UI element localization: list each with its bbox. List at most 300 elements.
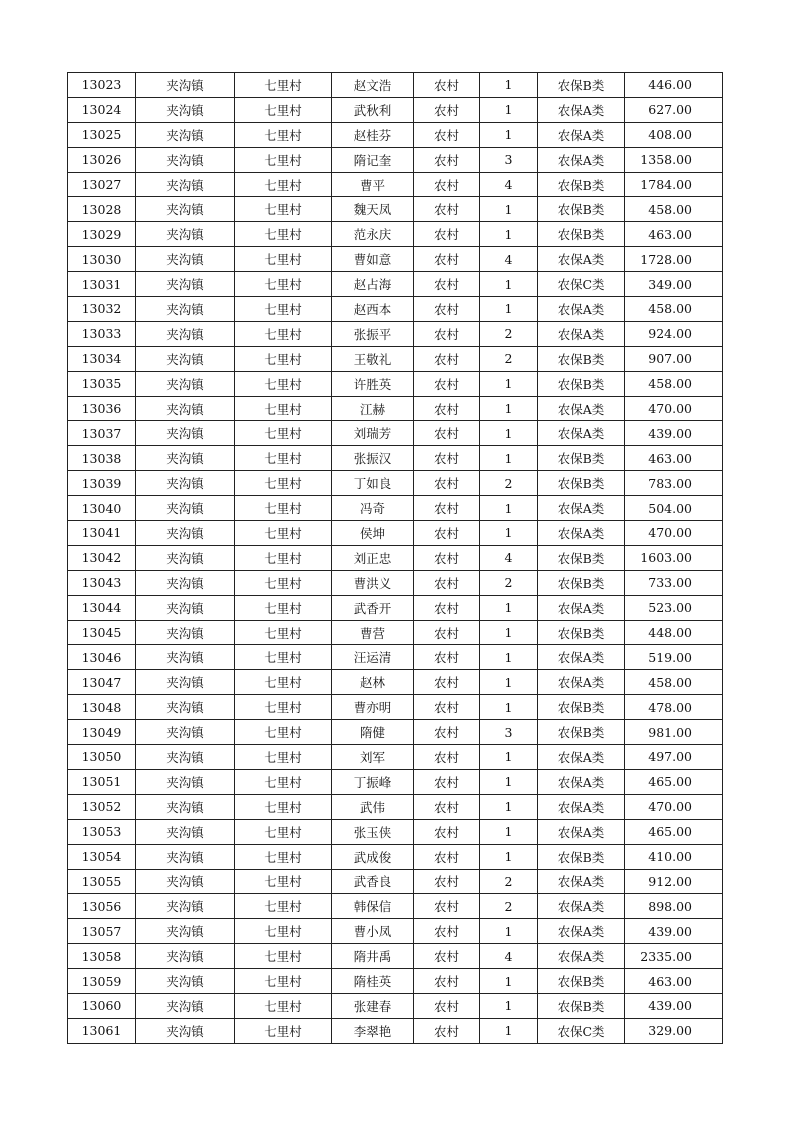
- record-id-cell: 13036: [68, 396, 136, 421]
- area-type-cell: 农村: [414, 670, 480, 695]
- household-size-cell: 1: [480, 521, 538, 546]
- town-cell: 夹沟镇: [136, 272, 235, 297]
- record-id-cell: 13034: [68, 346, 136, 371]
- village-cell: 七里村: [235, 720, 332, 745]
- area-type-cell: 农村: [414, 396, 480, 421]
- name-cell: 赵桂芬: [332, 122, 414, 147]
- insurance-category-cell: 农保B类: [538, 371, 625, 396]
- amount-cell: 627.00: [625, 97, 723, 122]
- village-cell: 七里村: [235, 521, 332, 546]
- insurance-category-cell: 农保A类: [538, 919, 625, 944]
- record-id-cell: 13043: [68, 570, 136, 595]
- amount-cell: 439.00: [625, 919, 723, 944]
- record-id-cell: 13042: [68, 545, 136, 570]
- village-cell: 七里村: [235, 670, 332, 695]
- insurance-category-cell: 农保B类: [538, 570, 625, 595]
- insurance-category-cell: 农保B类: [538, 471, 625, 496]
- table-row: [68, 421, 723, 446]
- area-type-cell: 农村: [414, 1018, 480, 1043]
- area-type-cell: 农村: [414, 471, 480, 496]
- village-cell: 七里村: [235, 172, 332, 197]
- amount-cell: 463.00: [625, 446, 723, 471]
- household-size-cell: 1: [480, 645, 538, 670]
- household-size-cell: 1: [480, 297, 538, 322]
- name-cell: 江赫: [332, 396, 414, 421]
- household-size-cell: 1: [480, 993, 538, 1018]
- name-cell: 隋健: [332, 720, 414, 745]
- name-cell: 张振汉: [332, 446, 414, 471]
- name-cell: 刘瑞芳: [332, 421, 414, 446]
- area-type-cell: 农村: [414, 247, 480, 272]
- household-size-cell: 1: [480, 197, 538, 222]
- record-id-cell: 13053: [68, 819, 136, 844]
- household-size-cell: 1: [480, 421, 538, 446]
- household-size-cell: 4: [480, 172, 538, 197]
- area-type-cell: 农村: [414, 97, 480, 122]
- amount-cell: 465.00: [625, 819, 723, 844]
- village-cell: 七里村: [235, 197, 332, 222]
- village-cell: 七里村: [235, 794, 332, 819]
- town-cell: 夹沟镇: [136, 844, 235, 869]
- table-row: [68, 396, 723, 421]
- area-type-cell: 农村: [414, 894, 480, 919]
- area-type-cell: 农村: [414, 993, 480, 1018]
- household-size-cell: 1: [480, 496, 538, 521]
- insurance-category-cell: 农保A类: [538, 769, 625, 794]
- area-type-cell: 农村: [414, 521, 480, 546]
- town-cell: 夹沟镇: [136, 97, 235, 122]
- area-type-cell: 农村: [414, 122, 480, 147]
- table-row: [68, 944, 723, 969]
- record-id-cell: 13023: [68, 73, 136, 98]
- table-row: [68, 272, 723, 297]
- village-cell: 七里村: [235, 844, 332, 869]
- area-type-cell: 农村: [414, 819, 480, 844]
- table-row: [68, 1018, 723, 1043]
- table-row: [68, 147, 723, 172]
- insurance-category-cell: 农保A类: [538, 869, 625, 894]
- table-row: [68, 844, 723, 869]
- insurance-category-cell: 农保A类: [538, 521, 625, 546]
- household-size-cell: 3: [480, 720, 538, 745]
- table-row: [68, 122, 723, 147]
- village-cell: 七里村: [235, 446, 332, 471]
- village-cell: 七里村: [235, 97, 332, 122]
- area-type-cell: 农村: [414, 570, 480, 595]
- record-id-cell: 13058: [68, 944, 136, 969]
- village-cell: 七里村: [235, 769, 332, 794]
- amount-cell: 733.00: [625, 570, 723, 595]
- village-cell: 七里村: [235, 222, 332, 247]
- household-size-cell: 3: [480, 147, 538, 172]
- town-cell: 夹沟镇: [136, 595, 235, 620]
- amount-cell: 1358.00: [625, 147, 723, 172]
- insurance-category-cell: 农保B类: [538, 222, 625, 247]
- amount-cell: 458.00: [625, 297, 723, 322]
- table-row: [68, 745, 723, 770]
- name-cell: 武成俊: [332, 844, 414, 869]
- insurance-category-cell: 农保B类: [538, 620, 625, 645]
- insurance-category-cell: 农保A类: [538, 595, 625, 620]
- village-cell: 七里村: [235, 545, 332, 570]
- name-cell: 张建春: [332, 993, 414, 1018]
- household-size-cell: 1: [480, 745, 538, 770]
- household-size-cell: 1: [480, 919, 538, 944]
- household-size-cell: 4: [480, 545, 538, 570]
- record-id-cell: 13046: [68, 645, 136, 670]
- record-id-cell: 13037: [68, 421, 136, 446]
- town-cell: 夹沟镇: [136, 396, 235, 421]
- area-type-cell: 农村: [414, 496, 480, 521]
- insurance-category-cell: 农保B类: [538, 993, 625, 1018]
- name-cell: 刘军: [332, 745, 414, 770]
- relief-roster-table: [67, 72, 723, 1044]
- name-cell: 丁如良: [332, 471, 414, 496]
- table-row: [68, 471, 723, 496]
- town-cell: 夹沟镇: [136, 521, 235, 546]
- table-row: [68, 97, 723, 122]
- table-row: [68, 993, 723, 1018]
- amount-cell: 924.00: [625, 321, 723, 346]
- record-id-cell: 13035: [68, 371, 136, 396]
- table-row: [68, 346, 723, 371]
- table-row: [68, 521, 723, 546]
- household-size-cell: 1: [480, 97, 538, 122]
- town-cell: 夹沟镇: [136, 346, 235, 371]
- name-cell: 隋记奎: [332, 147, 414, 172]
- village-cell: 七里村: [235, 695, 332, 720]
- household-size-cell: 1: [480, 819, 538, 844]
- area-type-cell: 农村: [414, 172, 480, 197]
- name-cell: 武香良: [332, 869, 414, 894]
- amount-cell: 783.00: [625, 471, 723, 496]
- amount-cell: 1728.00: [625, 247, 723, 272]
- record-id-cell: 13031: [68, 272, 136, 297]
- household-size-cell: 1: [480, 695, 538, 720]
- village-cell: 七里村: [235, 321, 332, 346]
- table-row: [68, 720, 723, 745]
- table-row: [68, 222, 723, 247]
- amount-cell: 2335.00: [625, 944, 723, 969]
- insurance-category-cell: 农保B类: [538, 844, 625, 869]
- amount-cell: 448.00: [625, 620, 723, 645]
- record-id-cell: 13045: [68, 620, 136, 645]
- town-cell: 夹沟镇: [136, 73, 235, 98]
- record-id-cell: 13050: [68, 745, 136, 770]
- amount-cell: 981.00: [625, 720, 723, 745]
- household-size-cell: 1: [480, 1018, 538, 1043]
- village-cell: 七里村: [235, 147, 332, 172]
- area-type-cell: 农村: [414, 421, 480, 446]
- insurance-category-cell: 农保A类: [538, 122, 625, 147]
- amount-cell: 463.00: [625, 222, 723, 247]
- household-size-cell: 1: [480, 969, 538, 994]
- name-cell: 赵占海: [332, 272, 414, 297]
- name-cell: 武香开: [332, 595, 414, 620]
- household-size-cell: 1: [480, 272, 538, 297]
- record-id-cell: 13033: [68, 321, 136, 346]
- name-cell: 隋井禹: [332, 944, 414, 969]
- amount-cell: 523.00: [625, 595, 723, 620]
- table-row: [68, 894, 723, 919]
- record-id-cell: 13047: [68, 670, 136, 695]
- area-type-cell: 农村: [414, 371, 480, 396]
- village-cell: 七里村: [235, 595, 332, 620]
- household-size-cell: 1: [480, 844, 538, 869]
- table-row: [68, 819, 723, 844]
- town-cell: 夹沟镇: [136, 247, 235, 272]
- area-type-cell: 农村: [414, 272, 480, 297]
- area-type-cell: 农村: [414, 446, 480, 471]
- name-cell: 曹平: [332, 172, 414, 197]
- town-cell: 夹沟镇: [136, 794, 235, 819]
- area-type-cell: 农村: [414, 869, 480, 894]
- household-size-cell: 2: [480, 346, 538, 371]
- village-cell: 七里村: [235, 272, 332, 297]
- village-cell: 七里村: [235, 969, 332, 994]
- town-cell: 夹沟镇: [136, 496, 235, 521]
- amount-cell: 458.00: [625, 670, 723, 695]
- table-row: [68, 371, 723, 396]
- household-size-cell: 2: [480, 321, 538, 346]
- household-size-cell: 1: [480, 769, 538, 794]
- area-type-cell: 农村: [414, 297, 480, 322]
- name-cell: 许胜英: [332, 371, 414, 396]
- table-body: [68, 73, 723, 1044]
- amount-cell: 504.00: [625, 496, 723, 521]
- village-cell: 七里村: [235, 869, 332, 894]
- insurance-category-cell: 农保A类: [538, 894, 625, 919]
- area-type-cell: 农村: [414, 944, 480, 969]
- insurance-category-cell: 农保A类: [538, 670, 625, 695]
- name-cell: 赵西本: [332, 297, 414, 322]
- town-cell: 夹沟镇: [136, 371, 235, 396]
- name-cell: 武伟: [332, 794, 414, 819]
- record-id-cell: 13039: [68, 471, 136, 496]
- town-cell: 夹沟镇: [136, 695, 235, 720]
- amount-cell: 329.00: [625, 1018, 723, 1043]
- insurance-category-cell: 农保B类: [538, 172, 625, 197]
- area-type-cell: 农村: [414, 919, 480, 944]
- name-cell: 李翠艳: [332, 1018, 414, 1043]
- record-id-cell: 13051: [68, 769, 136, 794]
- area-type-cell: 农村: [414, 346, 480, 371]
- household-size-cell: 2: [480, 894, 538, 919]
- town-cell: 夹沟镇: [136, 421, 235, 446]
- town-cell: 夹沟镇: [136, 620, 235, 645]
- village-cell: 七里村: [235, 620, 332, 645]
- household-size-cell: 1: [480, 794, 538, 819]
- amount-cell: 463.00: [625, 969, 723, 994]
- area-type-cell: 农村: [414, 745, 480, 770]
- area-type-cell: 农村: [414, 545, 480, 570]
- insurance-category-cell: 农保A类: [538, 819, 625, 844]
- village-cell: 七里村: [235, 570, 332, 595]
- amount-cell: 478.00: [625, 695, 723, 720]
- town-cell: 夹沟镇: [136, 570, 235, 595]
- town-cell: 夹沟镇: [136, 545, 235, 570]
- area-type-cell: 农村: [414, 73, 480, 98]
- table-row: [68, 570, 723, 595]
- amount-cell: 458.00: [625, 197, 723, 222]
- record-id-cell: 13061: [68, 1018, 136, 1043]
- insurance-category-cell: 农保A类: [538, 944, 625, 969]
- insurance-category-cell: 农保B类: [538, 446, 625, 471]
- amount-cell: 410.00: [625, 844, 723, 869]
- insurance-category-cell: 农保A类: [538, 421, 625, 446]
- town-cell: 夹沟镇: [136, 670, 235, 695]
- amount-cell: 439.00: [625, 993, 723, 1018]
- table-row: [68, 172, 723, 197]
- town-cell: 夹沟镇: [136, 919, 235, 944]
- name-cell: 韩保信: [332, 894, 414, 919]
- record-id-cell: 13027: [68, 172, 136, 197]
- insurance-category-cell: 农保A类: [538, 97, 625, 122]
- record-id-cell: 13057: [68, 919, 136, 944]
- town-cell: 夹沟镇: [136, 745, 235, 770]
- village-cell: 七里村: [235, 371, 332, 396]
- village-cell: 七里村: [235, 745, 332, 770]
- document-page: [67, 72, 722, 1044]
- record-id-cell: 13032: [68, 297, 136, 322]
- amount-cell: 470.00: [625, 396, 723, 421]
- name-cell: 武秋利: [332, 97, 414, 122]
- insurance-category-cell: 农保A类: [538, 396, 625, 421]
- amount-cell: 439.00: [625, 421, 723, 446]
- town-cell: 夹沟镇: [136, 819, 235, 844]
- table-row: [68, 321, 723, 346]
- amount-cell: 1784.00: [625, 172, 723, 197]
- table-row: [68, 969, 723, 994]
- amount-cell: 458.00: [625, 371, 723, 396]
- village-cell: 七里村: [235, 247, 332, 272]
- name-cell: 王敬礼: [332, 346, 414, 371]
- table-row: [68, 545, 723, 570]
- table-row: [68, 620, 723, 645]
- amount-cell: 349.00: [625, 272, 723, 297]
- town-cell: 夹沟镇: [136, 197, 235, 222]
- amount-cell: 519.00: [625, 645, 723, 670]
- household-size-cell: 1: [480, 446, 538, 471]
- household-size-cell: 1: [480, 73, 538, 98]
- record-id-cell: 13028: [68, 197, 136, 222]
- household-size-cell: 1: [480, 595, 538, 620]
- table-row: [68, 769, 723, 794]
- household-size-cell: 1: [480, 620, 538, 645]
- area-type-cell: 农村: [414, 969, 480, 994]
- name-cell: 赵林: [332, 670, 414, 695]
- village-cell: 七里村: [235, 645, 332, 670]
- town-cell: 夹沟镇: [136, 869, 235, 894]
- village-cell: 七里村: [235, 944, 332, 969]
- household-size-cell: 2: [480, 869, 538, 894]
- insurance-category-cell: 农保C类: [538, 1018, 625, 1043]
- insurance-category-cell: 农保A类: [538, 645, 625, 670]
- amount-cell: 465.00: [625, 769, 723, 794]
- name-cell: 刘正忠: [332, 545, 414, 570]
- record-id-cell: 13059: [68, 969, 136, 994]
- table-row: [68, 869, 723, 894]
- village-cell: 七里村: [235, 122, 332, 147]
- table-row: [68, 670, 723, 695]
- village-cell: 七里村: [235, 471, 332, 496]
- insurance-category-cell: 农保A类: [538, 247, 625, 272]
- table-row: [68, 73, 723, 98]
- name-cell: 曹如意: [332, 247, 414, 272]
- village-cell: 七里村: [235, 73, 332, 98]
- area-type-cell: 农村: [414, 645, 480, 670]
- amount-cell: 470.00: [625, 521, 723, 546]
- name-cell: 隋桂英: [332, 969, 414, 994]
- household-size-cell: 1: [480, 222, 538, 247]
- amount-cell: 408.00: [625, 122, 723, 147]
- record-id-cell: 13060: [68, 993, 136, 1018]
- town-cell: 夹沟镇: [136, 147, 235, 172]
- table-row: [68, 645, 723, 670]
- table-row: [68, 595, 723, 620]
- insurance-category-cell: 农保B类: [538, 346, 625, 371]
- household-size-cell: 1: [480, 396, 538, 421]
- area-type-cell: 农村: [414, 620, 480, 645]
- insurance-category-cell: 农保B类: [538, 73, 625, 98]
- record-id-cell: 13052: [68, 794, 136, 819]
- name-cell: 侯坤: [332, 521, 414, 546]
- name-cell: 张玉侠: [332, 819, 414, 844]
- town-cell: 夹沟镇: [136, 720, 235, 745]
- town-cell: 夹沟镇: [136, 122, 235, 147]
- insurance-category-cell: 农保B类: [538, 720, 625, 745]
- household-size-cell: 2: [480, 471, 538, 496]
- record-id-cell: 13030: [68, 247, 136, 272]
- village-cell: 七里村: [235, 1018, 332, 1043]
- name-cell: 冯奇: [332, 496, 414, 521]
- amount-cell: 912.00: [625, 869, 723, 894]
- household-size-cell: 2: [480, 570, 538, 595]
- name-cell: 曹营: [332, 620, 414, 645]
- town-cell: 夹沟镇: [136, 969, 235, 994]
- household-size-cell: 1: [480, 670, 538, 695]
- amount-cell: 1603.00: [625, 545, 723, 570]
- record-id-cell: 13024: [68, 97, 136, 122]
- insurance-category-cell: 农保B类: [538, 695, 625, 720]
- area-type-cell: 农村: [414, 321, 480, 346]
- record-id-cell: 13026: [68, 147, 136, 172]
- name-cell: 曹洪义: [332, 570, 414, 595]
- village-cell: 七里村: [235, 421, 332, 446]
- town-cell: 夹沟镇: [136, 944, 235, 969]
- record-id-cell: 13041: [68, 521, 136, 546]
- area-type-cell: 农村: [414, 197, 480, 222]
- village-cell: 七里村: [235, 297, 332, 322]
- record-id-cell: 13048: [68, 695, 136, 720]
- village-cell: 七里村: [235, 396, 332, 421]
- household-size-cell: 4: [480, 247, 538, 272]
- area-type-cell: 农村: [414, 595, 480, 620]
- town-cell: 夹沟镇: [136, 645, 235, 670]
- table-row: [68, 496, 723, 521]
- insurance-category-cell: 农保A类: [538, 745, 625, 770]
- household-size-cell: 1: [480, 371, 538, 396]
- name-cell: 范永庆: [332, 222, 414, 247]
- name-cell: 魏天凤: [332, 197, 414, 222]
- area-type-cell: 农村: [414, 147, 480, 172]
- amount-cell: 497.00: [625, 745, 723, 770]
- record-id-cell: 13029: [68, 222, 136, 247]
- insurance-category-cell: 农保B类: [538, 969, 625, 994]
- insurance-category-cell: 农保A类: [538, 321, 625, 346]
- amount-cell: 898.00: [625, 894, 723, 919]
- table-row: [68, 297, 723, 322]
